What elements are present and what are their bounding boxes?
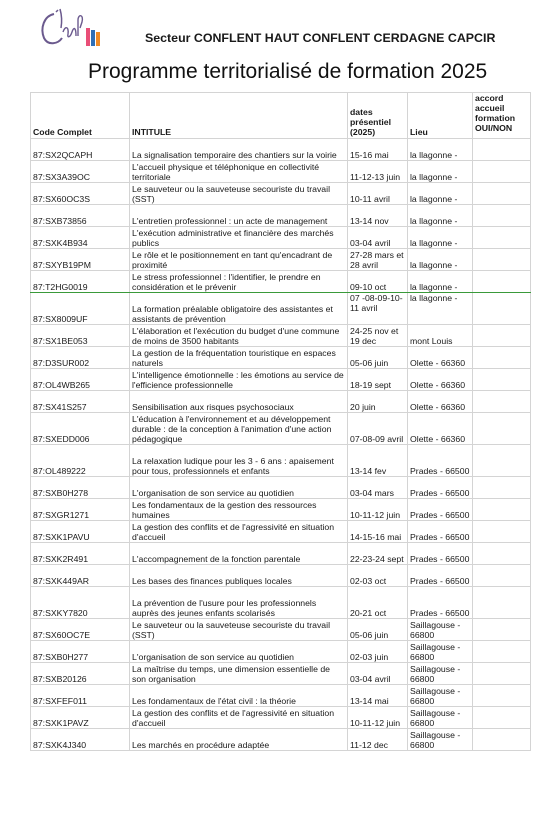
cell-intitule: La formation préalable obligatoire des assistantes et assistants de prévention xyxy=(130,293,348,325)
cell-dates: 18-19 sept xyxy=(348,369,408,391)
table-row xyxy=(31,369,531,391)
cell-intitule: L'accueil physique et téléphonique en collectivité territoriale xyxy=(130,161,348,183)
cell-dates: 13-14 mai xyxy=(348,685,408,707)
cell-accord[interactable] xyxy=(473,543,531,565)
cell-lieu: Prades - 66500 xyxy=(408,477,473,499)
table-row xyxy=(31,685,531,707)
cell-dates: 24-25 nov et 19 dec xyxy=(348,325,408,347)
table-row xyxy=(31,413,531,445)
cell-code: 87:SXEDD006 xyxy=(31,413,130,445)
cell-intitule: La gestion de la fréquentation touristique en espaces naturels xyxy=(130,347,348,369)
cell-dates: 05-06 juin xyxy=(348,619,408,641)
table-row xyxy=(31,587,531,619)
cell-intitule: L'organisation de son service au quotidien xyxy=(130,641,348,663)
cell-lieu: la llagonne - xyxy=(408,139,473,161)
cell-accord[interactable] xyxy=(473,293,531,325)
conflent-logo xyxy=(36,6,106,52)
cell-intitule: Le stress professionnel : l'identifier, le prendre en considération et le prévenir xyxy=(130,271,348,293)
cell-code: 87:SX1BE053 xyxy=(31,325,130,347)
cell-lieu: la llagonne - xyxy=(408,293,473,325)
cell-code: 87:SXK4J340 xyxy=(31,729,130,751)
cell-dates: 10-11-12 juin xyxy=(348,499,408,521)
table-row xyxy=(31,139,531,161)
table-row xyxy=(31,477,531,499)
cell-accord[interactable] xyxy=(473,565,531,587)
table-row xyxy=(31,249,531,271)
header-accord: accord accueil formation OUI/NON xyxy=(473,93,531,139)
table-row xyxy=(31,521,531,543)
cell-code: 87:SXYB19PM xyxy=(31,249,130,271)
logo-graphic xyxy=(36,6,106,52)
cell-dates: 02-03 juin xyxy=(348,641,408,663)
cell-lieu: Saillagouse - 66800 xyxy=(408,663,473,685)
cell-accord[interactable] xyxy=(473,139,531,161)
cell-lieu: la llagonne - xyxy=(408,249,473,271)
cell-accord[interactable] xyxy=(473,183,531,205)
cell-intitule: La gestion des conflits et de l'agressivité en situation d'accueil xyxy=(130,707,348,729)
cell-dates: 03-04 avril xyxy=(348,663,408,685)
cell-code: 87:SX41S257 xyxy=(31,391,130,413)
cell-accord[interactable] xyxy=(473,347,531,369)
cell-accord[interactable] xyxy=(473,445,531,477)
table-row xyxy=(31,347,531,369)
header-code: Code Complet xyxy=(31,93,130,139)
cell-intitule: Les fondamentaux de l'état civil : la théorie xyxy=(130,685,348,707)
cell-intitule: Les bases des finances publiques locales xyxy=(130,565,348,587)
cell-code: 87:SX60OC3S xyxy=(31,183,130,205)
cell-code: 87:SXK1PAVU xyxy=(31,521,130,543)
cell-lieu: Olette - 66360 xyxy=(408,391,473,413)
cell-lieu: la llagonne - xyxy=(408,161,473,183)
cell-dates: 09-10 oct xyxy=(348,271,408,293)
cell-intitule: Les marchés en procédure adaptée xyxy=(130,729,348,751)
table-row xyxy=(31,565,531,587)
cell-code: 87:SXK449AR xyxy=(31,565,130,587)
table-row xyxy=(31,325,531,347)
table-row xyxy=(31,293,531,325)
cell-accord[interactable] xyxy=(473,369,531,391)
cell-lieu: Saillagouse - 66800 xyxy=(408,641,473,663)
page-header xyxy=(0,0,534,90)
cell-dates: 05-06 juin xyxy=(348,347,408,369)
cell-intitule: L'entretien professionnel : un acte de management xyxy=(130,205,348,227)
training-table xyxy=(30,92,531,751)
cell-intitule: L'exécution administrative et financière des marchés publics xyxy=(130,227,348,249)
cell-intitule: Le sauveteur ou la sauveteuse secouriste du travail (SST) xyxy=(130,619,348,641)
cell-accord[interactable] xyxy=(473,663,531,685)
cell-intitule: Sensibilisation aux risques psychosociaux xyxy=(130,391,348,413)
cell-intitule: La relaxation ludique pour les 3 - 6 ans : apaisement pour tous, professionnels et enfants xyxy=(130,445,348,477)
cell-code: 87:SXB73856 xyxy=(31,205,130,227)
cell-dates: 22-23-24 sept xyxy=(348,543,408,565)
cell-intitule: La maîtrise du temps, une dimension essentielle de son organisation xyxy=(130,663,348,685)
cell-intitule: L'élaboration et l'exécution du budget d'une commune de moins de 3500 habitants xyxy=(130,325,348,347)
cell-dates: 07-08-09 avril xyxy=(348,413,408,445)
cell-code: 87:D3SUR002 xyxy=(31,347,130,369)
cell-intitule: L'éducation à l'environnement et au développement durable : de la conception à l'animation d'une action pédagogique xyxy=(130,413,348,445)
cell-accord[interactable] xyxy=(473,249,531,271)
cell-lieu: Olette - 66360 xyxy=(408,413,473,445)
page-title: Programme territorialisé de formation 2025 xyxy=(88,60,488,83)
table-row xyxy=(31,619,531,641)
table-row xyxy=(31,391,531,413)
cell-accord[interactable] xyxy=(473,587,531,619)
table-row xyxy=(31,183,531,205)
cell-lieu: Saillagouse - 66800 xyxy=(408,707,473,729)
cell-code: 87:SXB0H278 xyxy=(31,477,130,499)
cell-accord[interactable] xyxy=(473,227,531,249)
cell-accord[interactable] xyxy=(473,619,531,641)
cell-dates: 27-28 mars et 28 avril xyxy=(348,249,408,271)
cell-lieu: Saillagouse - 66800 xyxy=(408,685,473,707)
cell-dates: 03-04 mars xyxy=(348,477,408,499)
cell-lieu: la llagonne - xyxy=(408,227,473,249)
sector-heading: Secteur CONFLENT HAUT CONFLENT CERDAGNE CAPCIR xyxy=(145,31,496,45)
cell-dates: 11-12-13 juin xyxy=(348,161,408,183)
cell-intitule: La signalisation temporaire des chantiers sur la voirie xyxy=(130,139,348,161)
cell-intitule: L'intelligence émotionnelle : les émotions au service de l'efficience professionnelle xyxy=(130,369,348,391)
table-header-row xyxy=(31,93,531,139)
cell-dates: 10-11-12 juin xyxy=(348,707,408,729)
cell-dates: 07 -08-09-10-11 avril xyxy=(348,293,408,325)
cell-accord[interactable] xyxy=(473,521,531,543)
cell-code: 87:SXB0H277 xyxy=(31,641,130,663)
cell-dates: 15-16 mai xyxy=(348,139,408,161)
cell-intitule: La prévention de l'usure pour les professionnels auprès des jeunes enfants scolarisés xyxy=(130,587,348,619)
cell-dates: 10-11 avril xyxy=(348,183,408,205)
cell-lieu: Prades - 66500 xyxy=(408,543,473,565)
cell-lieu: mont Louis xyxy=(408,325,473,347)
cell-accord[interactable] xyxy=(473,641,531,663)
cell-code: 87:SXK4B934 xyxy=(31,227,130,249)
table-row xyxy=(31,707,531,729)
table-row xyxy=(31,271,531,293)
cell-intitule: Le sauveteur ou la sauveteuse secouriste du travail (SST) xyxy=(130,183,348,205)
cell-code: 87:SXKY7820 xyxy=(31,587,130,619)
header-dates: dates présentiel (2025) xyxy=(348,93,408,139)
cell-code: 87:T2HG0019 xyxy=(31,271,130,293)
cell-dates: 13-14 fev xyxy=(348,445,408,477)
table-row xyxy=(31,499,531,521)
cell-accord[interactable] xyxy=(473,205,531,227)
cell-code: 87:SXB20126 xyxy=(31,663,130,685)
table-row xyxy=(31,729,531,751)
cell-lieu: Prades - 66500 xyxy=(408,565,473,587)
cell-lieu: Saillagouse - 66800 xyxy=(408,729,473,751)
table-row xyxy=(31,161,531,183)
cell-accord[interactable] xyxy=(473,477,531,499)
cell-dates: 11-12 dec xyxy=(348,729,408,751)
cell-intitule: Les fondamentaux de la gestion des ressources humaines xyxy=(130,499,348,521)
cell-intitule: Le rôle et le positionnement en tant qu'encadrant de proximité xyxy=(130,249,348,271)
cell-dates: 14-15-16 mai xyxy=(348,521,408,543)
cell-intitule: L'accompagnement de la fonction parentale xyxy=(130,543,348,565)
table-row xyxy=(31,641,531,663)
cell-code: 87:SX8009UF xyxy=(31,293,130,325)
cell-dates: 03-04 avril xyxy=(348,227,408,249)
cell-accord[interactable] xyxy=(473,271,531,293)
cell-lieu: Prades - 66500 xyxy=(408,445,473,477)
cell-dates: 20-21 oct xyxy=(348,587,408,619)
table-row xyxy=(31,543,531,565)
cell-intitule: L'organisation de son service au quotidien xyxy=(130,477,348,499)
cell-lieu: la llagonne - xyxy=(408,183,473,205)
cell-accord[interactable] xyxy=(473,685,531,707)
cell-dates: 20 juin xyxy=(348,391,408,413)
cell-code: 87:SX2QCAPH xyxy=(31,139,130,161)
cell-intitule: La gestion des conflits et de l'agressivité en situation d'accueil xyxy=(130,521,348,543)
cell-accord[interactable] xyxy=(473,161,531,183)
header-intitule: INTITULE xyxy=(130,93,348,139)
cell-code: 87:OL4WB265 xyxy=(31,369,130,391)
table-body xyxy=(31,139,531,751)
cell-lieu: la llagonne - xyxy=(408,205,473,227)
cell-code: 87:SX60OC7E xyxy=(31,619,130,641)
table-row xyxy=(31,445,531,477)
cell-code: 87:SXGR1271 xyxy=(31,499,130,521)
cell-lieu: Prades - 66500 xyxy=(408,521,473,543)
table-row xyxy=(31,205,531,227)
cell-dates: 13-14 nov xyxy=(348,205,408,227)
cell-accord[interactable] xyxy=(473,325,531,347)
cell-lieu: Olette - 66360 xyxy=(408,347,473,369)
cell-code: 87:SXK1PAVZ xyxy=(31,707,130,729)
cell-accord[interactable] xyxy=(473,391,531,413)
cell-code: 87:SX3A39OC xyxy=(31,161,130,183)
table-row xyxy=(31,227,531,249)
cell-accord[interactable] xyxy=(473,499,531,521)
cell-accord[interactable] xyxy=(473,707,531,729)
cell-accord[interactable] xyxy=(473,413,531,445)
cell-lieu: Saillagouse - 66800 xyxy=(408,619,473,641)
cell-accord[interactable] xyxy=(473,729,531,751)
cell-code: 87:OL489222 xyxy=(31,445,130,477)
header-lieu: Lieu xyxy=(408,93,473,139)
cell-lieu: Olette - 66360 xyxy=(408,369,473,391)
cell-lieu: Prades - 66500 xyxy=(408,499,473,521)
cell-dates: 02-03 oct xyxy=(348,565,408,587)
cell-code: 87:SXK2R491 xyxy=(31,543,130,565)
cell-lieu: la llagonne - xyxy=(408,271,473,293)
cell-code: 87:SXFEF011 xyxy=(31,685,130,707)
table-row xyxy=(31,663,531,685)
cell-lieu: Prades - 66500 xyxy=(408,587,473,619)
